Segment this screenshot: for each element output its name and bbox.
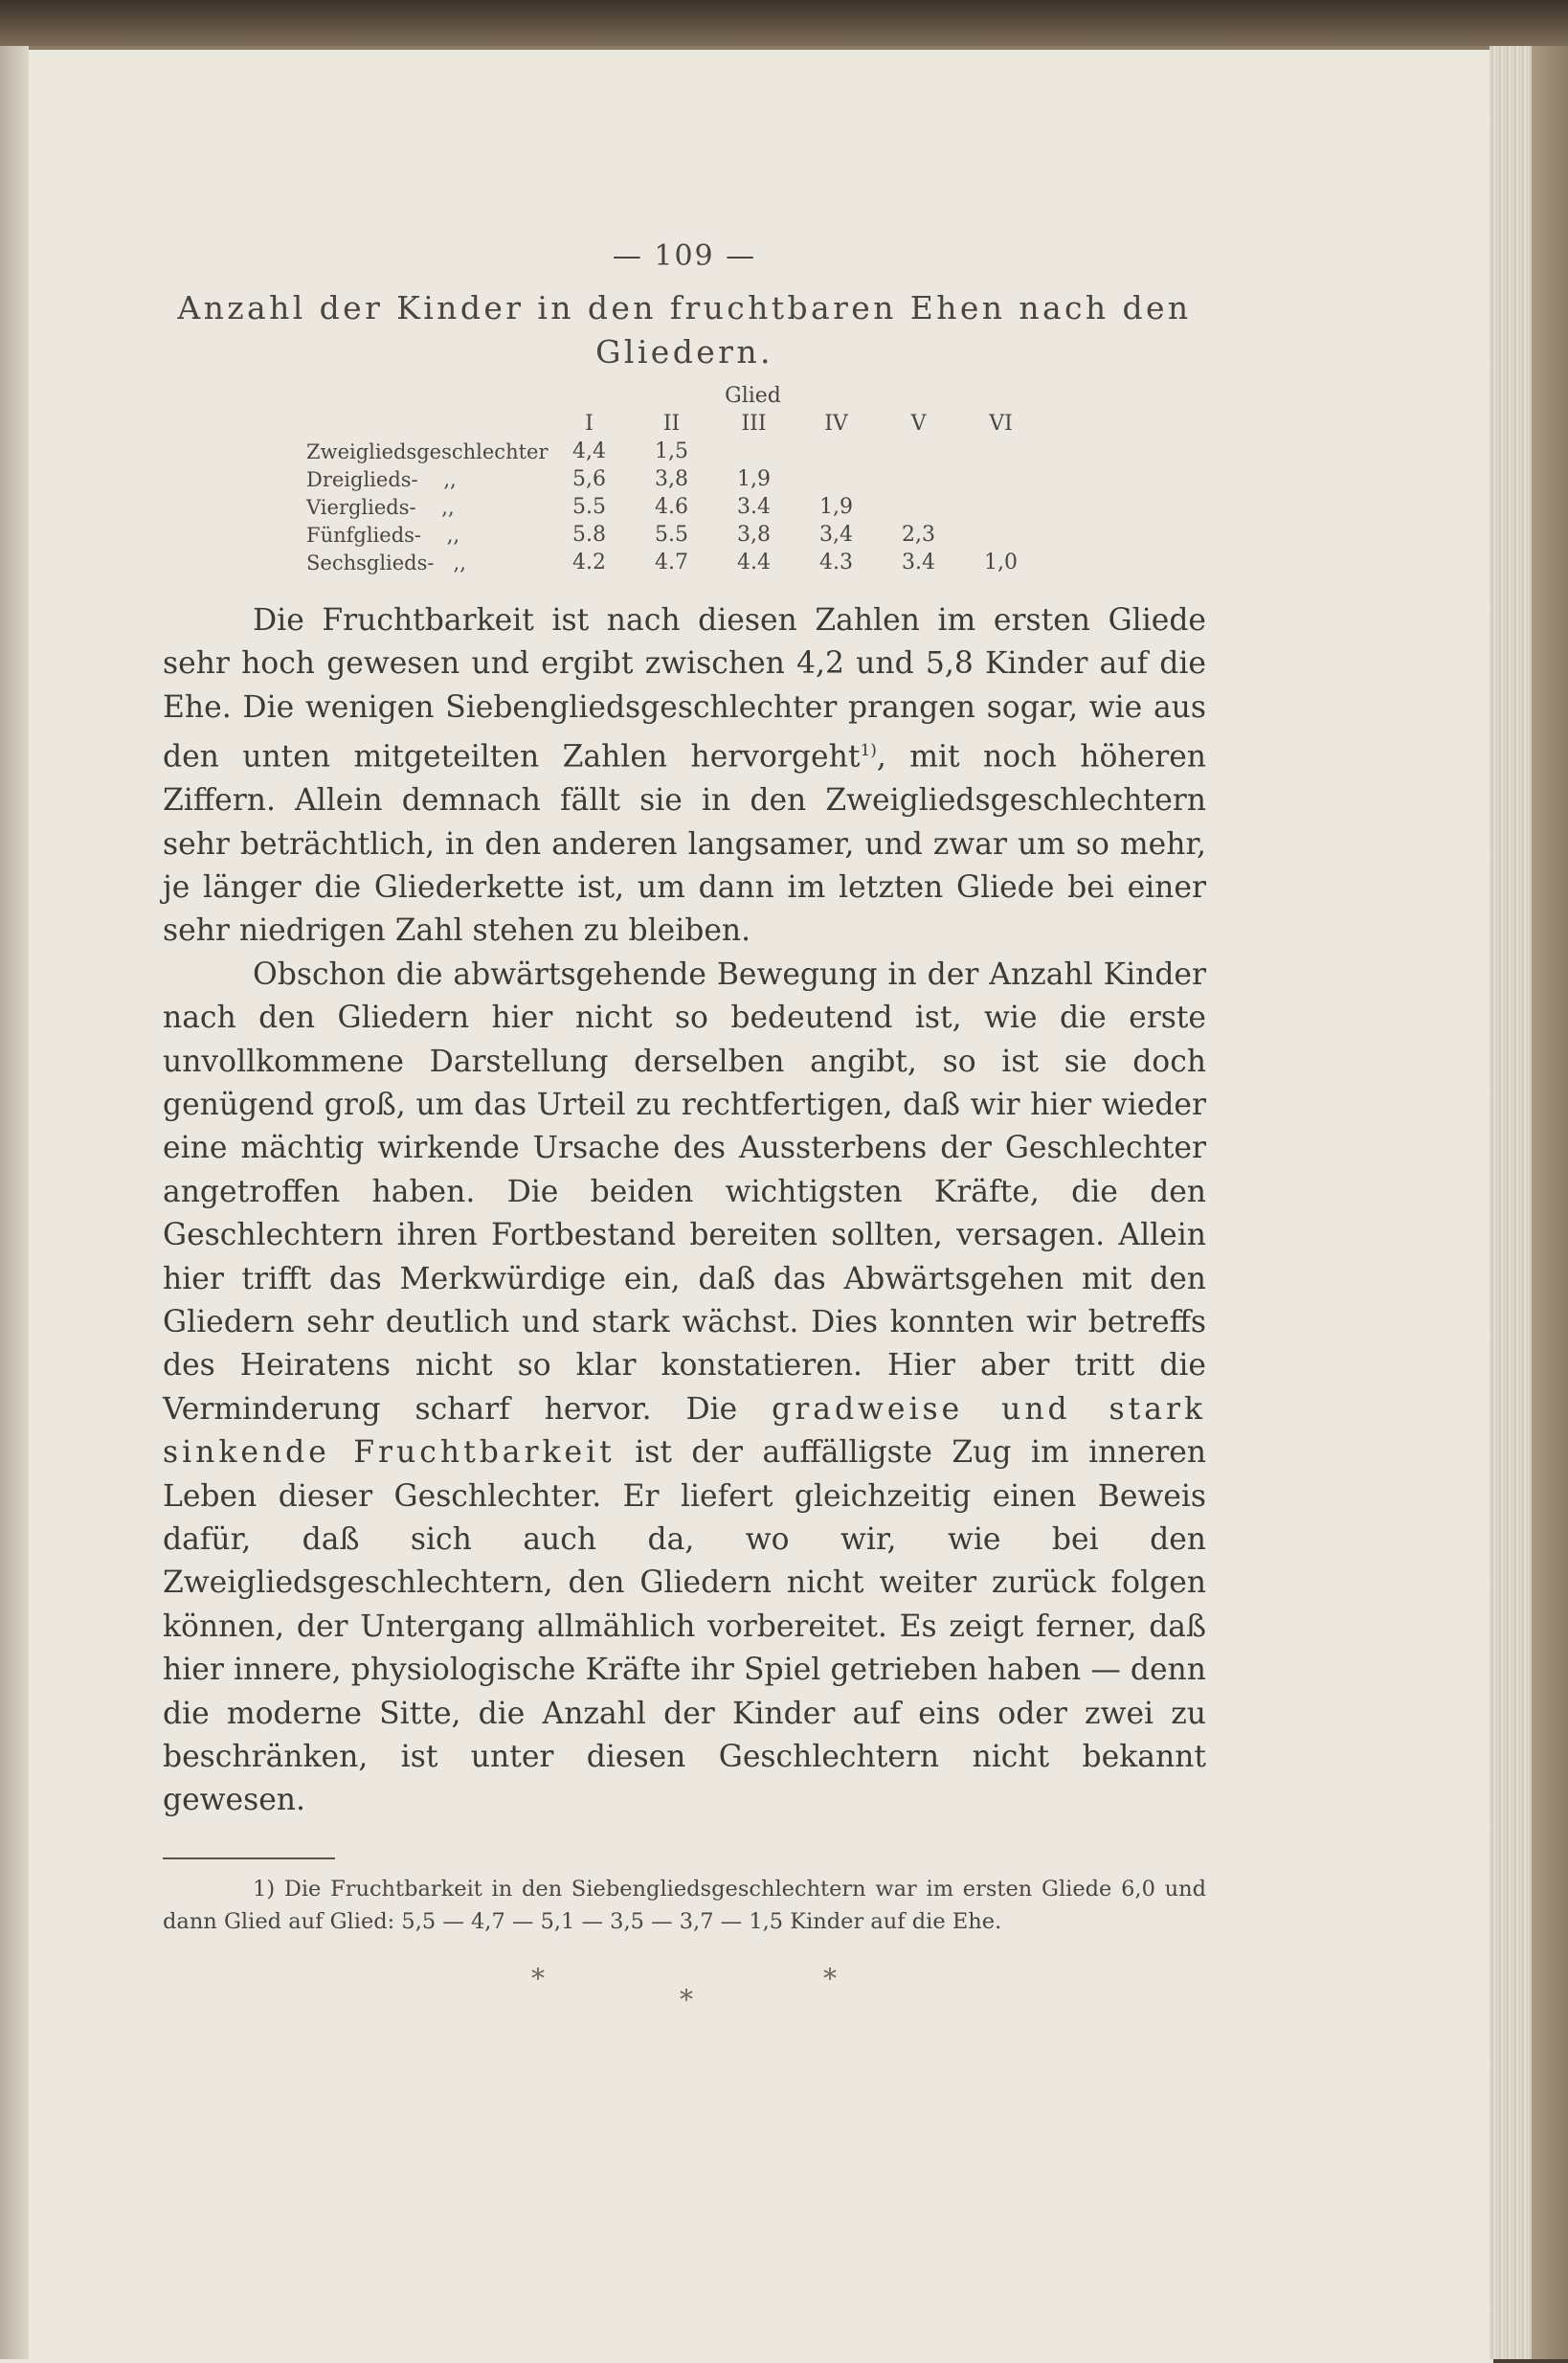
column-header: IV — [824, 412, 848, 436]
table-cell — [960, 463, 1042, 491]
table-heading — [163, 286, 1206, 374]
table-cell: 1,5 — [655, 439, 689, 463]
table-row — [306, 547, 1042, 574]
section-break — [163, 1963, 1206, 2020]
table-cell: 1,9 — [819, 495, 854, 519]
column-header: I — [585, 412, 594, 436]
book-cover-edge — [1532, 46, 1568, 2359]
table-cell — [960, 519, 1042, 547]
table-heading-line1: Anzahl der Kinder in den fruchtbaren Ehen nach den — [177, 289, 1192, 326]
table-cell: 3.4 — [902, 551, 936, 574]
body-paragraph-1 — [163, 599, 1206, 954]
table-cell: 1,0 — [984, 551, 1019, 574]
table-cell: 4.6 — [655, 495, 689, 519]
asterisk: * — [680, 1983, 693, 2015]
table-row — [306, 463, 1042, 491]
table-cell — [878, 436, 960, 463]
table-cell: 4.7 — [655, 551, 689, 574]
table-cell: 3.4 — [737, 495, 772, 519]
table-cell — [795, 436, 878, 463]
table-cell: 3,4 — [819, 523, 854, 547]
column-header: VI — [989, 412, 1013, 436]
paragraph-text: Obschon die abwärtsgehende Bewegung in der Anzahl Kinder nach den Gliedern hier nicht so bedeutend ist, wie die erste unvollkommene Darstellung derselben angibt, so ist sie doch genügend groß, um das Urteil zu rechtfertigen, daß wir hier wieder eine mächtig wirkende Ursache des Aussterbens der Geschlechter angetroffen haben. Die beiden wichtigsten Kräfte, die den Geschlechtern ihren Fortbestand bereiten sollten, versagen. Allein hier trifft das Merkwürdige ein, daß das Abwärtsgehen mit den Gliedern sehr deutlich und stark wächst. Dies konnten wir betreffs des Heiratens nicht so klar konstatieren. Hier aber tritt die Verminderung scharf hervor. Die — [163, 956, 1206, 1427]
table-header-row — [306, 408, 1042, 436]
table-cell — [713, 436, 795, 463]
table-cell — [960, 491, 1042, 519]
row-label: Vierglieds- ,, — [306, 496, 455, 519]
table-row — [306, 436, 1042, 463]
paragraph-text: Die Fruchtbarkeit ist nach diesen Zahlen im ersten Gliede sehr hoch gewesen und ergibt zwischen 4,2 und 5,8 Kinder auf die Ehe. Die wenigen Siebengliedsgeschlechter prangen sogar, wie aus den unten mitgeteilten Zahlen hervorgeht — [163, 603, 1206, 775]
table-cell: 5,6 — [572, 467, 607, 491]
table-heading-line2: Gliedern. — [595, 333, 773, 371]
table-cell: 3,8 — [737, 523, 772, 547]
table-cell — [795, 463, 878, 491]
table-cell: 2,3 — [902, 523, 936, 547]
table-cell: 1,9 — [737, 467, 772, 491]
table-cell: 5.5 — [572, 495, 607, 519]
table-row — [306, 491, 1042, 519]
table-row — [306, 519, 1042, 547]
page-number: — 109 — — [612, 239, 757, 273]
table-cell — [960, 436, 1042, 463]
column-header: V — [910, 412, 927, 436]
table-cell: 4.2 — [572, 551, 607, 574]
table-cell: 4,4 — [572, 439, 607, 463]
row-label: Zweigliedsgeschlechter — [306, 440, 549, 463]
row-label: Sechsglieds- ,, — [306, 551, 466, 574]
row-label: Dreiglieds- ,, — [306, 468, 457, 491]
column-header: II — [662, 412, 681, 436]
row-label: Fünfglieds- ,, — [306, 524, 460, 547]
table-cell — [878, 491, 960, 519]
table-cell: 5.5 — [655, 523, 689, 547]
asterisk: * — [823, 1962, 837, 1994]
paragraph-text: ist der auffälligste Zug im inneren Leben dieser Geschlechter. Er liefert gleichzeitig einen Beweis dafür, daß sich auch da, wo wir, wie bei den Zweigliedsgeschlechtern, den Gliedern nicht weiter zurück folgen können, der Untergang allmählich vorbereitet. Es zeigt ferner, daß hier innere, physiologische Kräfte ihr Spiel getrieben haben — denn die moderne Sitte, die Anzahl der Kinder auf eins oder zwei zu beschränken, ist unter diesen Geschlechtern nicht bekannt gewesen. — [163, 1435, 1206, 1818]
footnote-rule — [163, 1857, 335, 1859]
footnote: 1) Die Fruchtbarkeit in den Siebengliedsgeschlechtern war im ersten Gliede 6,0 und dann Glied auf Glied: 5,5 — 4,7 — 5,1 — 3,5 — 3,7 — 1,5 Kinder auf die Ehe. — [163, 1876, 1206, 1934]
table-cell: 4.4 — [737, 551, 772, 574]
table-group-header — [549, 380, 1042, 408]
glied-label: Glied — [725, 384, 781, 408]
table-cell: 4.3 — [819, 551, 854, 574]
table-cell — [878, 463, 960, 491]
table-cell: 5.8 — [572, 523, 607, 547]
body-paragraph-2 — [163, 954, 1206, 1823]
footnote-reference: 1) — [860, 741, 877, 761]
asterisk: * — [531, 1962, 545, 1994]
fertility-table — [306, 380, 1042, 574]
table-cell: 3,8 — [655, 467, 689, 491]
paragraph-text: , mit noch höheren Ziffern. Allein demnach fällt sie in den Zweigliedsgeschlechtern sehr beträchtlich, in den anderen langsamer, und zwar um so mehr, je länger die Gliederkette ist, um dann im letzten Gliede bei einer sehr niedrigen Zahl stehen zu bleiben. — [163, 739, 1206, 949]
emphasized-text: gradweise und stark sinkende Fruchtbarkeit — [163, 1391, 1206, 1471]
table-group-header-row — [306, 380, 1042, 408]
column-header: III — [741, 412, 767, 436]
page-gutter — [0, 46, 29, 2359]
page-content — [163, 239, 1206, 2020]
